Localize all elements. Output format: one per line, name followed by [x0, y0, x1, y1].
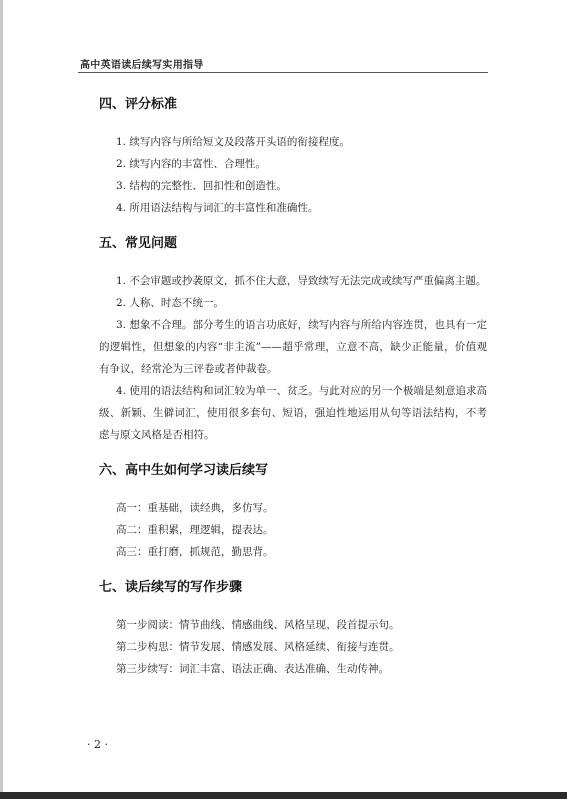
section-title: 五、常见问题 [99, 236, 178, 251]
paragraph: 1. 不会审题或抄袭原文，抓不住大意，导致续写无法完成或续写严重偏离主题。 [116, 275, 487, 287]
paragraph: 1. 续写内容与所给短文及段落开头语的衔接程度。 [116, 136, 350, 148]
paragraph: 第二步构思：情节发展、情感发展、风格延续、衔接与连贯。 [116, 641, 400, 653]
section-title: 四、评分标准 [99, 97, 178, 112]
paragraph: 2. 续写内容的丰富性、合理性。 [116, 158, 266, 170]
page-left-edge [0, 0, 3, 799]
paragraph: 4. 使用的语法结构和词汇较为单一、贫乏。与此对应的另一个极端是刻意追求高级、新颖、生僻词汇，使用很多套句、短语，强迫性地运用从句等语法结构，不考虑与原文风格是否相符。 [99, 385, 487, 441]
page-bottom-edge [0, 792, 567, 799]
paragraph: 高三：重打磨，抓规范，勤思背。 [116, 546, 274, 558]
paragraph: 3. 想象不合理。部分考生的语言功底好，续写内容与所给内容连贯，也具有一定的逻辑性，但想象的内容“非主流”——超乎常理，立意不高，缺少正能量，价值观有争议，经常沦为三评卷或者仲裁卷。 [99, 319, 487, 375]
paragraph: 高二：重积累，理逻辑，提表达。 [116, 524, 274, 536]
header-rule [78, 72, 488, 73]
paragraph: 第三步续写：词汇丰富、语法正确、表达准确、生动传神。 [116, 663, 389, 675]
section-title: 六、高中生如何学习读后续写 [99, 463, 269, 478]
section-scoring-criteria [99, 92, 487, 219]
section-title: 七、读后续写的写作步骤 [99, 580, 243, 595]
paragraph: 第一步阅读：情节曲线、情感曲线、风格呈现、段首提示句。 [116, 619, 400, 631]
section-writing-steps [99, 575, 487, 680]
page-number: · 2 · [87, 738, 108, 751]
page-content [99, 92, 487, 680]
paragraph: 4. 所用语法结构与词汇的丰富性和准确性。 [116, 202, 319, 214]
paragraph: 高一：重基础，读经典，多仿写。 [116, 502, 274, 514]
section-how-to-learn [99, 458, 487, 563]
section-common-problems [99, 231, 487, 446]
running-head: 高中英语读后续写实用指导 [80, 60, 204, 71]
paragraph: 3. 结构的完整性、回扣性和创造性。 [116, 180, 287, 192]
paragraph: 2. 人称、时态不统一。 [116, 297, 224, 309]
